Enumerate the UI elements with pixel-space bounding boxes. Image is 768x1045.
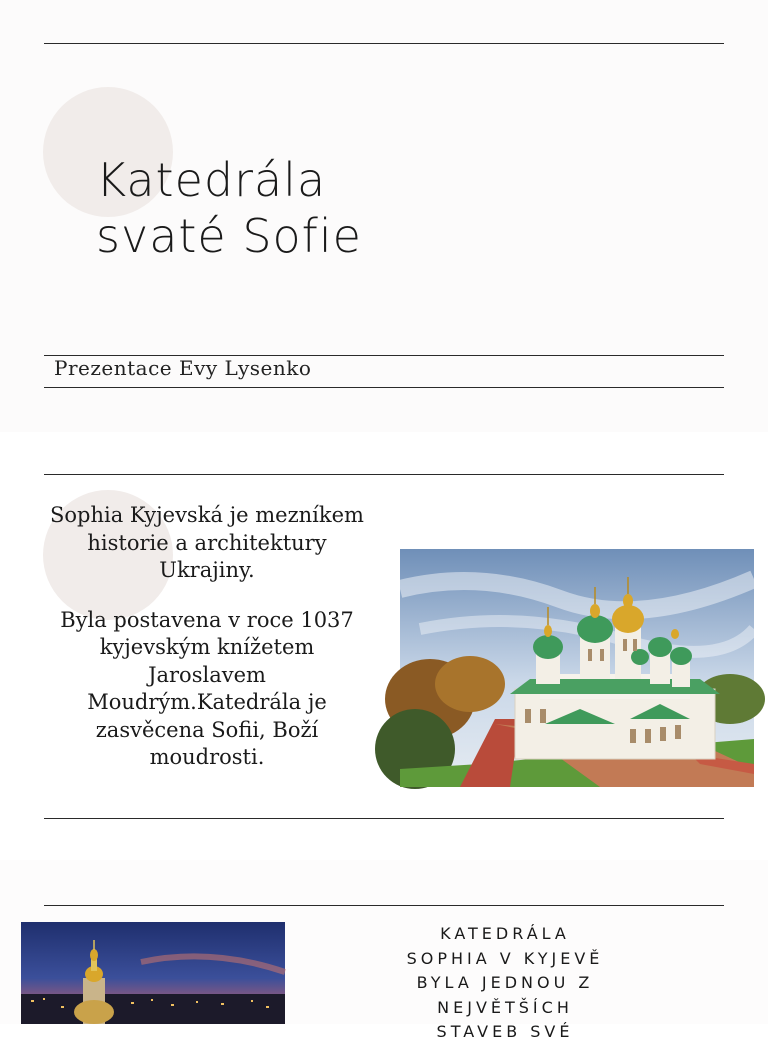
top-rule — [44, 474, 724, 475]
night-city-photo — [21, 922, 285, 1024]
page-title — [96, 152, 362, 264]
intro-paragraph-2: Byla postavena v roce 1037 kyjevským knížetem Jaroslavem Moudrým.Katedrála je zasvěcena Sofii, Boží moudrosti. — [60, 607, 354, 769]
top-rule — [44, 905, 724, 906]
subtitle-rule-bottom — [44, 387, 724, 388]
slide-title — [0, 0, 768, 432]
intro-paragraph-1: Sophia Kyjevská je mezníkem historie a architektury Ukrajiny. — [50, 503, 364, 582]
intro-text — [44, 502, 370, 794]
title-line-1: Katedrála — [96, 153, 327, 207]
title-line-2: svaté Sofie — [96, 209, 362, 263]
slide-intro — [0, 440, 768, 860]
cathedral-photo — [400, 549, 754, 787]
bottom-rule — [44, 818, 724, 819]
subtitle: Prezentace Evy Lysenko — [54, 356, 312, 380]
top-rule — [44, 43, 724, 44]
slide3-caption: KATEDRÁLA SOPHIA V KYJEVĚ BYLA JEDNOU Z NEJVĚTŠÍCH STAVEB SVÉ — [406, 924, 604, 1041]
slide-night — [0, 860, 768, 1041]
